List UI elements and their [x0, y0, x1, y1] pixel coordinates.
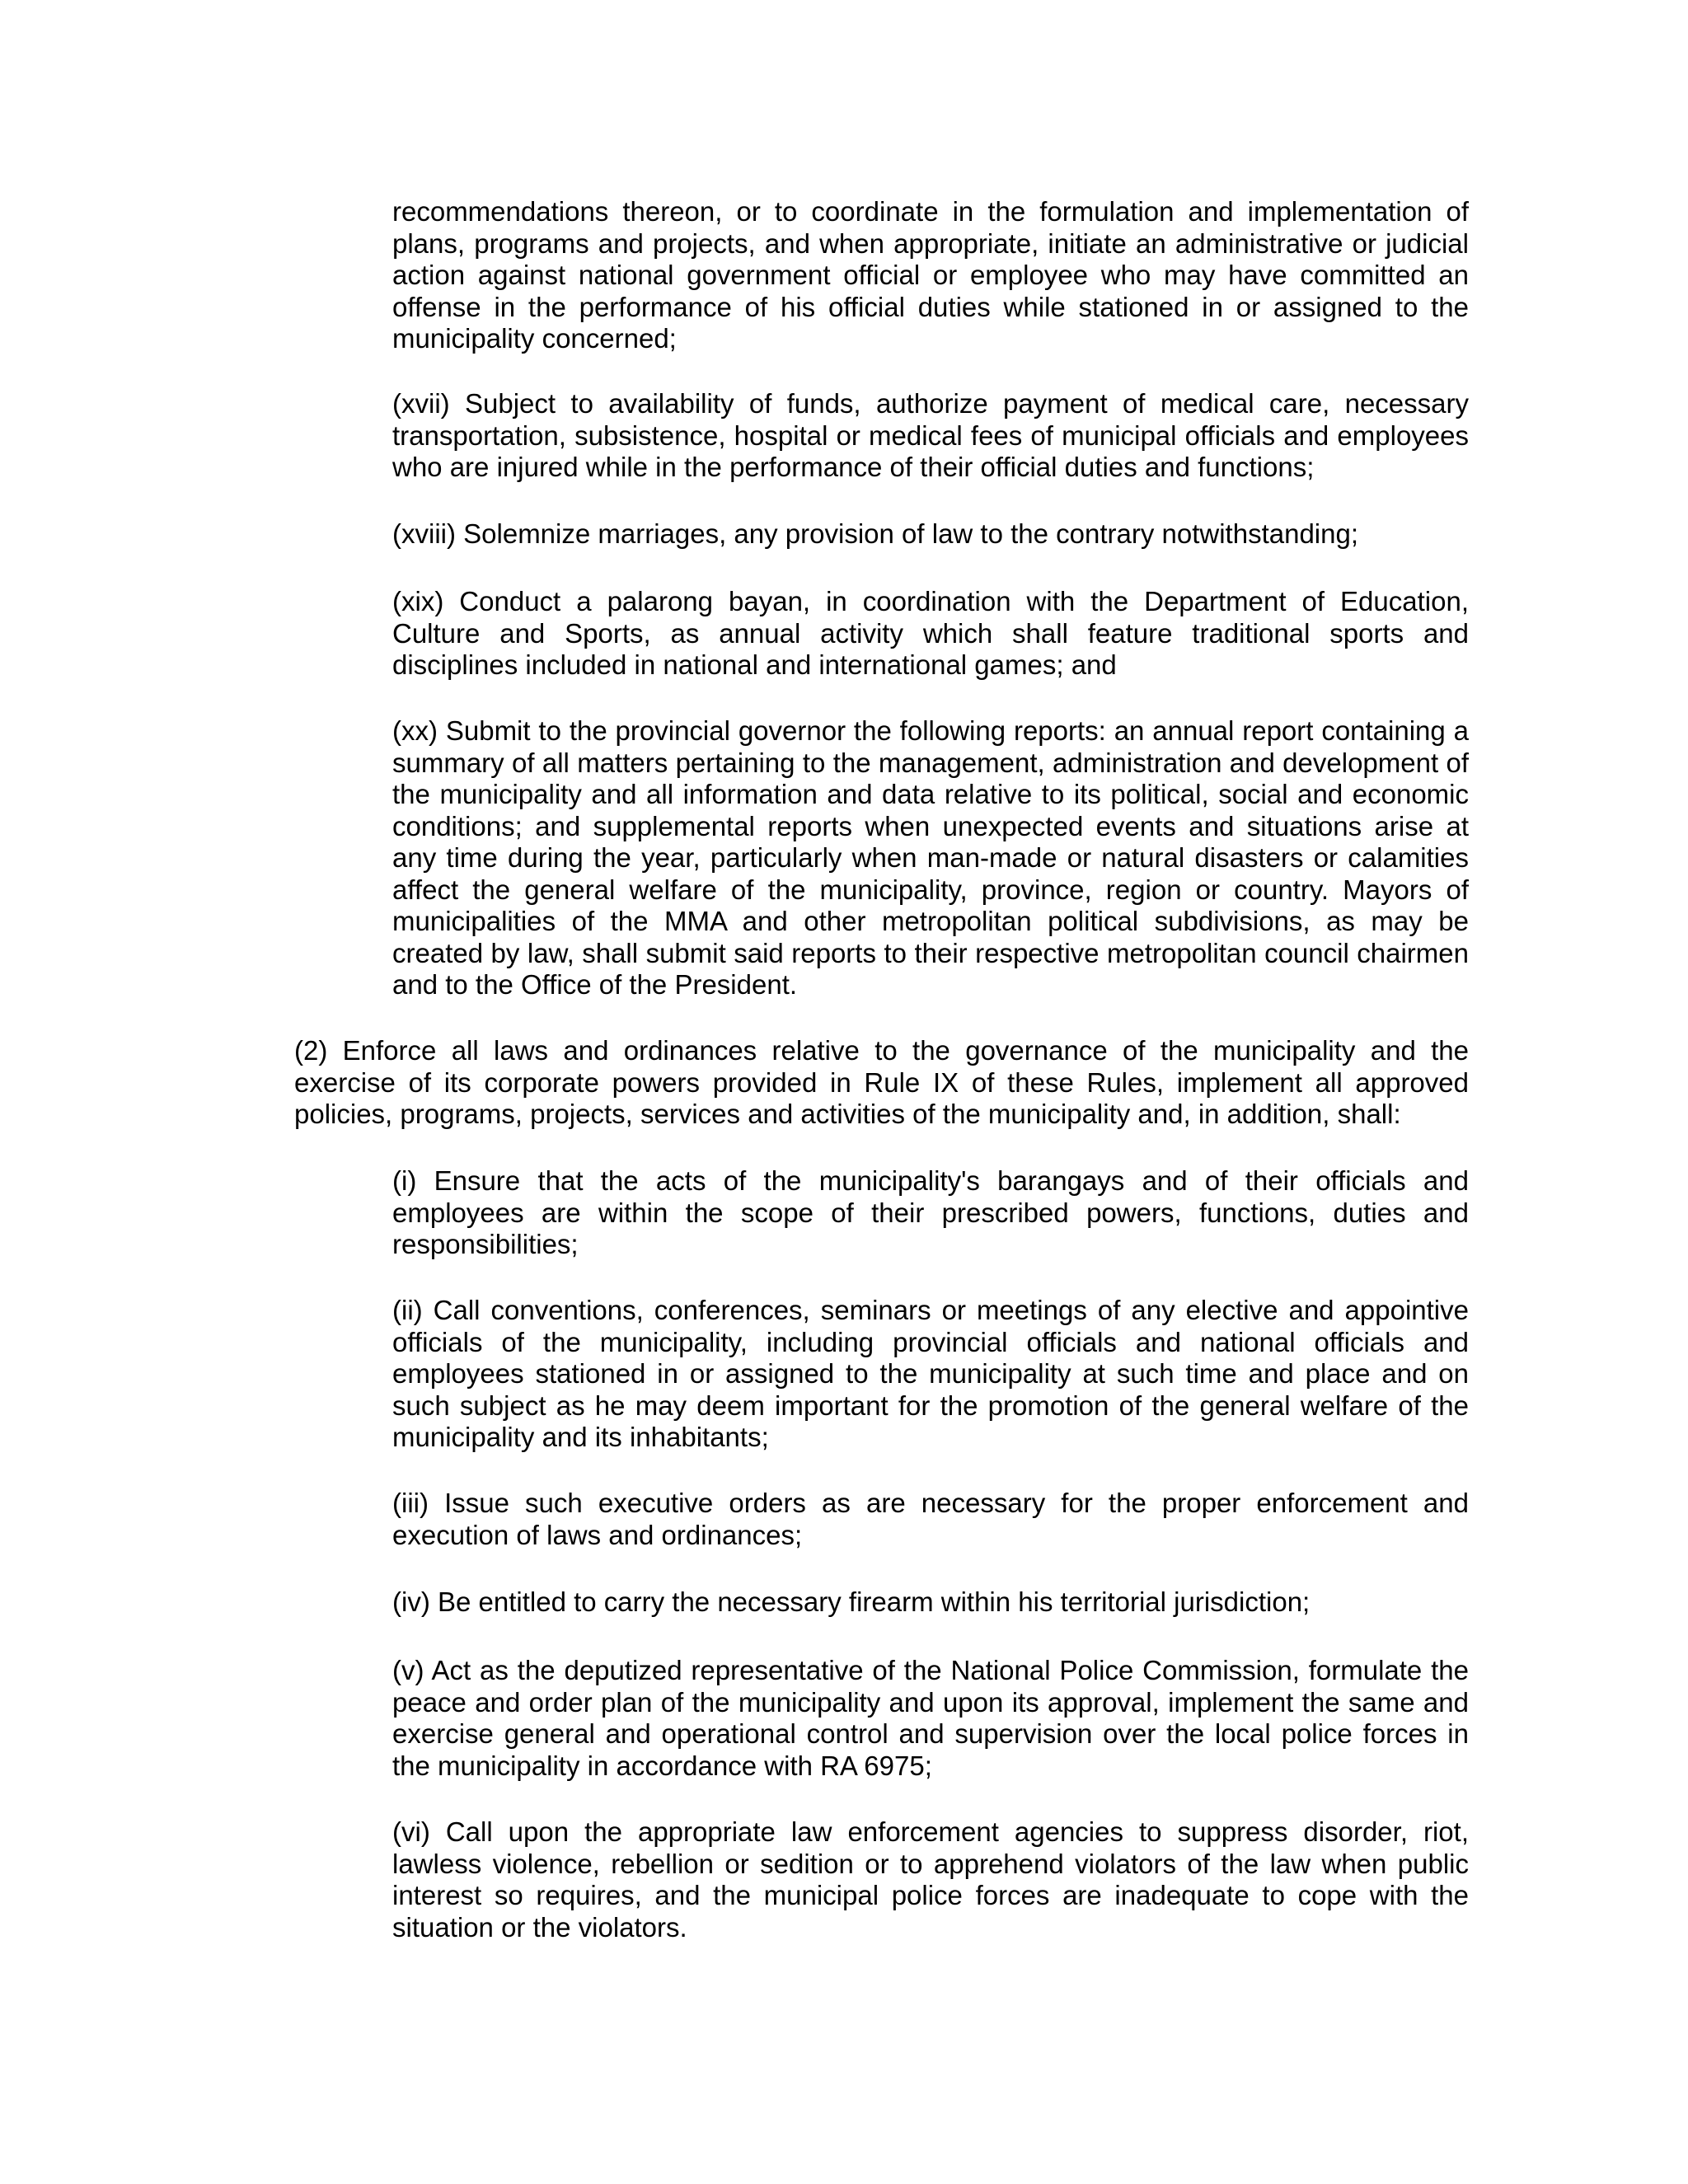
paragraph-recommendations-continuation: recommendations thereon, or to coordinate in the formulation and implementation of plans, programs and projects, and when appropriate, initiate an administrative or judicial action against national government official or employee who may have committed an offense in the performance of his official duties while stationed in or assigned to the municipality concerned; [392, 196, 1469, 354]
paragraph-item-xvii: (xvii) Subject to availability of funds, authorize payment of medical care, necessary transportation, subsistence, hospital or medical fees of municipal officials and employees who are injured while in the performance of their official duties and functions; [392, 388, 1469, 482]
paragraph-item-v: (v) Act as the deputized representative of the National Police Commission, formulate the peace and order plan of the municipality and upon its approval, implement the same and exercise general and operational control and supervision over the local police forces in the municipality in accordance with RA 6975; [392, 1655, 1469, 1781]
paragraph-item-vi: (vi) Call upon the appropriate law enforcement agencies to suppress disorder, riot, lawless violence, rebellion or sedition or to apprehend violators of the law when public interest so requires, and the municipal police forces are inadequate to cope with the situation or the violators. [392, 1816, 1469, 1943]
paragraph-item-i: (i) Ensure that the acts of the municipality's barangays and of their officials and employees are within the scope of their prescribed powers, functions, duties and responsibilities; [392, 1165, 1469, 1259]
paragraph-item-xx: (xx) Submit to the provincial governor the following reports: an annual report containing a summary of all matters pertaining to the management, administration and development of the municipality and all information and data relative to its political, social and economic conditions; and supplemental reports when unexpected events and situations arise at any time during the year, particularly when man-made or natural disasters or calamities affect the general welfare of the municipality, province, region or country. Mayors of municipalities of the MMA and other metropolitan political subdivisions, as may be created by law, shall submit said reports to their respective metropolitan council chairmen and to the Office of the President. [392, 715, 1469, 1000]
paragraph-item-2-enforce-laws: (2) Enforce all laws and ordinances relative to the governance of the municipality and the exercise of its corporate powers provided in Rule IX of these Rules, implement all approved policies, programs, projects, services and activities of the municipality and, in addition, shall: [294, 1035, 1469, 1129]
paragraph-item-xix: (xix) Conduct a palarong bayan, in coordination with the Department of Education, Culture and Sports, as annual activity which shall feature traditional sports and disciplines included in national and international games; and [392, 586, 1469, 680]
paragraph-item-iii: (iii) Issue such executive orders as are necessary for the proper enforcement and execution of laws and ordinances; [392, 1488, 1469, 1550]
paragraph-item-xviii: (xviii) Solemnize marriages, any provision of law to the contrary notwithstanding; [392, 518, 1359, 549]
paragraph-item-iv: (iv) Be entitled to carry the necessary firearm within his territorial jurisdiction; [392, 1586, 1311, 1617]
paragraph-item-ii: (ii) Call conventions, conferences, seminars or meetings of any elective and appointive officials of the municipality, including provincial officials and national officials and employees stationed in or assigned to the municipality at such time and place and on such subject as he may deem important for the promotion of the general welfare of the municipality and its inhabitants; [392, 1295, 1469, 1452]
